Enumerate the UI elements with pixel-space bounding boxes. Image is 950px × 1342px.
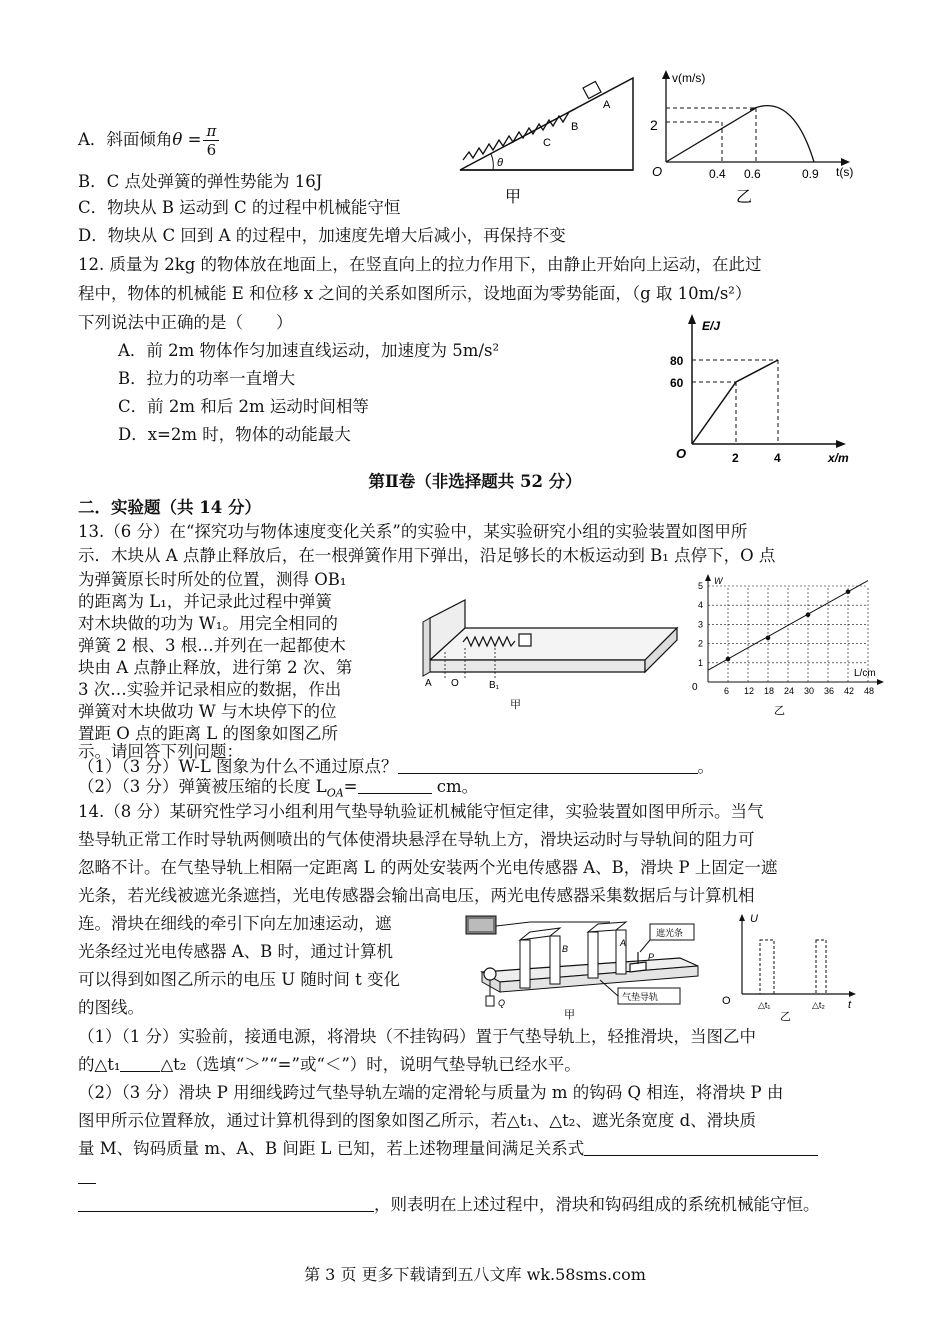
y-tick-1: 1 [698,657,704,668]
answer-blank-13-1[interactable] [398,757,698,774]
q14-sub-2-line-1: （2）（3 分）滑块 P 用细线跨过气垫导轨左端的定滑轮与质量为 m 的钩码 Q 相连，将滑块 P 由 [78,1083,784,1102]
label-q: Q [498,998,506,1008]
wl-grid [708,586,868,682]
origin-label: 0 [692,682,698,693]
wl-graph [690,572,890,722]
q14-sub-1-line-2 [78,1054,581,1076]
vt-graph [650,70,870,210]
theta-symbol: θ = [172,130,202,149]
q14-line-1: 14.（8 分）某研究性学习小组利用气垫导轨验证机械能守恒定律，实验装置如图甲所示。当气 [78,802,764,821]
q12-option-a: A．前 2m 物体作匀加速直线运动，加速度为 5m/s² [118,341,500,360]
ut-graph [720,912,870,1022]
x-tick-4: 4 [774,451,781,465]
q13-sub-1-suffix: 。 [697,757,715,776]
q14-sub-2-line-2: 图甲所示位置释放，通过计算机得到的图象如图乙所示，若△t₁、△t₂、遮光条宽度 d、滑块质 [78,1111,757,1130]
fig-caption-yi: 乙 [774,705,785,717]
q14-sub-2-text: 量 M、钩码质量 m、A、B 间距 L 已知，若上述物理量间满足关系式 [78,1139,585,1158]
label-a: A [603,99,611,111]
x-tick-42: 42 [844,686,855,696]
q14-wrap-3: 的图线。 [78,998,144,1017]
answer-blank-14-2c[interactable] [78,1195,374,1212]
u-axis-label: U [750,913,758,925]
q11-option-d: D．物块从 C 回到 A 的过程中，加速度先增大后减小，再保持不变 [78,226,566,245]
pt-a: A [425,678,432,689]
delta-t2-label: △t₂ [812,1000,825,1010]
w-axis-label: W [714,576,723,586]
e-axis-label: E/J [702,319,721,333]
q14-sub-1-text-a: 的△t₁ [78,1055,121,1074]
origin-label: O [652,164,663,179]
x-tick-12: 12 [744,686,755,696]
data-point-3 [846,589,851,594]
t-axis-label: t(s) [836,165,854,179]
data-point-0 [726,657,731,662]
q14-sub-1-text-b: △t₂（选填“＞”“=”或“＜”）时，说明气垫导轨已经水平。 [160,1055,581,1074]
y-tick-5: 5 [698,581,704,591]
origin-label: O [676,446,687,461]
x-tick-2: 2 [732,451,739,465]
q11-option-c: C．物块从 B 运动到 C 的过程中机械能守恒 [78,198,401,217]
q13-sub-2-text: （2）（3 分）弹簧被压缩的长度 L [78,777,327,796]
x-axis-label: x/m [828,451,849,465]
fraction-numerator: π [203,122,219,141]
data-point-2 [806,613,811,618]
q13-wrap-8: 示。请回答下列问题： [78,742,243,761]
y-tick-2: 2 [650,117,658,133]
q11-option-a-text: A．斜面倾角 [78,130,173,149]
q13-wrap-1: 的距离为 L₁，并记录此过程中弹簧 [78,592,332,611]
q13-wrap-5: 3 次…实验并记录相应的数据，作出 [78,680,342,699]
pt-o: O [451,678,459,689]
delta-t1-label: △t₁ [758,1000,771,1010]
answer-blank-14-2b[interactable] [78,1167,96,1184]
page-footer: 第 3 页 更多下载请到五八文库 wk.58sms.com [304,1265,646,1284]
y-tick-2: 2 [698,638,704,649]
fig-caption-jia: 甲 [510,699,521,711]
q11-option-a [78,122,219,159]
x-tick-24: 24 [784,686,795,696]
q13-sub-2-subscript: OA [326,786,344,800]
fraction [203,122,219,159]
answer-blank-14-2a[interactable] [584,1139,818,1156]
tag-airtrack: 气垫导轨 [622,992,659,1002]
v-axis-label: v(m/s) [672,71,706,85]
section-title: 第Ⅱ卷（非选择题共 52 分） [368,472,582,491]
y-tick-4: 4 [698,600,704,611]
board-figure [415,600,685,715]
data-point-1 [766,636,771,641]
fig-caption-jia: 甲 [505,189,522,206]
x-tick-18: 18 [764,686,775,696]
q14-sub-2-line-3 [78,1138,818,1160]
y-tick-80: 80 [670,354,684,368]
theta-label: θ [497,157,503,169]
wl-x-ticks [724,686,874,696]
q14-wrap-0: 连。滑块在细线的牵引下向左加速运动，遮 [78,914,392,933]
label-c: C [543,137,551,149]
q14-sub-1-line-1: （1）（1 分）实验前，接通电源，将滑块（不挂钩码）置于气垫导轨上，轻推滑块，当图乙中 [78,1027,756,1046]
q14-wrap-1: 光条经过光电传感器 A、B 时，通过计算机 [78,942,394,961]
fraction-denominator: 6 [206,141,217,159]
pt-b1: B₁ [489,680,500,691]
q13-wrap-7: 置距 O 点的距离 L 的图象如图乙所 [78,724,338,743]
q13-wrap-0: 为弹簧原长时所处的位置，测得 OB₁ [78,570,347,589]
q12-option-d: D．x=2m 时，物体的动能最大 [118,425,351,444]
q13-sub-2-eq: = [343,777,358,796]
q14-sub-2-line-4 [78,1166,96,1188]
ex-graph [670,312,865,472]
label-a: A [620,938,627,948]
label-b: B [571,121,579,133]
q13-sub-1 [78,756,714,778]
q13-sub-1-text: （1）（3 分）W-L 图象为什么不通过原点？ [78,757,398,776]
q12-line-2: 程中，物体的机械能 E 和位移 x 之间的关系如图所示，设地面为零势能面，（g 取 10m/s²） [78,284,752,303]
x-tick-0.6: 0.6 [744,167,761,181]
q12-line-3: 下列说法中正确的是（ ） [78,313,293,332]
x-tick-0.9: 0.9 [802,167,819,181]
label-p: P [648,952,655,962]
q13-line-1: 13.（6 分）在“探究功与物体速度变化关系”的实验中，某实验研究小组的实验装置如图甲所 [78,522,748,541]
fig-caption-jia: 甲 [564,1009,575,1021]
t-axis-label: t [848,999,852,1011]
q13-wrap-4: 块由 A 点静止释放，进行第 2 次、第 [78,658,353,677]
x-tick-0.4: 0.4 [709,167,726,181]
q14-sub-2-line-5 [78,1194,820,1216]
origin-label: O [722,995,731,1007]
label-b: B [562,944,569,954]
l-axis-label: L/cm [854,668,876,679]
q14-line-3: 忽略不计。在气垫导轨上相隔一定距离 L 的两处安装两个光电传感器 A、B，滑块 P 上固定一遮 [78,858,778,877]
q14-sub-2-text-end: ，则表明在上述过程中，滑块和钩码组成的系统机械能守恒。 [374,1195,820,1214]
q12-line-1: 12. 质量为 2kg 的物体放在地面上，在竖直向上的拉力作用下，由静止开始向上运动，在此过 [78,255,762,274]
answer-blank-14-1[interactable] [120,1055,160,1072]
x-tick-48: 48 [864,686,875,696]
q14-line-2: 垫导轨正常工作时导轨两侧喷出的气体使滑块悬浮在导轨上方，滑块运动时与导轨间的阻力可 [78,830,755,849]
y-tick-3: 3 [698,619,704,630]
q11-option-b: B．C 点处弹簧的弹性势能为 16J [78,172,323,191]
incline-figure [455,74,640,214]
wl-y-ticks [698,581,703,668]
q13-line-2: 示．木块从 A 点静止释放后，在一根弹簧作用下弹出，沿足够长的木板运动到 B₁ 点停下，O 点 [78,546,776,565]
q14-line-4: 光条，若光线被遮光条遮挡，光电传感器会输出高电压，两光电传感器采集数据后与计算机相 [78,886,755,905]
answer-blank-13-2[interactable] [358,777,432,794]
q13-sub-2-unit: cm。 [431,777,479,796]
q12-option-b: B．拉力的功率一直增大 [118,369,296,388]
fig-caption-yi: 乙 [780,1011,791,1023]
part-title: 二．实验题（共 14 分） [78,498,261,517]
airtrack-figure [460,912,725,1022]
x-tick-30: 30 [804,686,815,696]
q13-wrap-6: 弹簧对木块做功 W 与木块停下的位 [78,702,337,721]
x-tick-6: 6 [724,686,730,696]
q14-wrap-2: 可以得到如图乙所示的电压 U 随时间 t 变化 [78,970,401,989]
x-tick-36: 36 [824,686,835,696]
fig-caption-yi: 乙 [736,189,753,206]
q12-option-c: C．前 2m 和后 2m 运动时间相等 [118,397,369,416]
y-tick-60: 60 [670,376,684,390]
q13-wrap-2: 对木块做的功为 W₁。用完全相同的 [78,614,338,633]
tag-shutter: 遮光条 [656,928,684,938]
q13-wrap-3: 弹簧 2 根、3 根…并列在一起都使木 [78,636,346,655]
